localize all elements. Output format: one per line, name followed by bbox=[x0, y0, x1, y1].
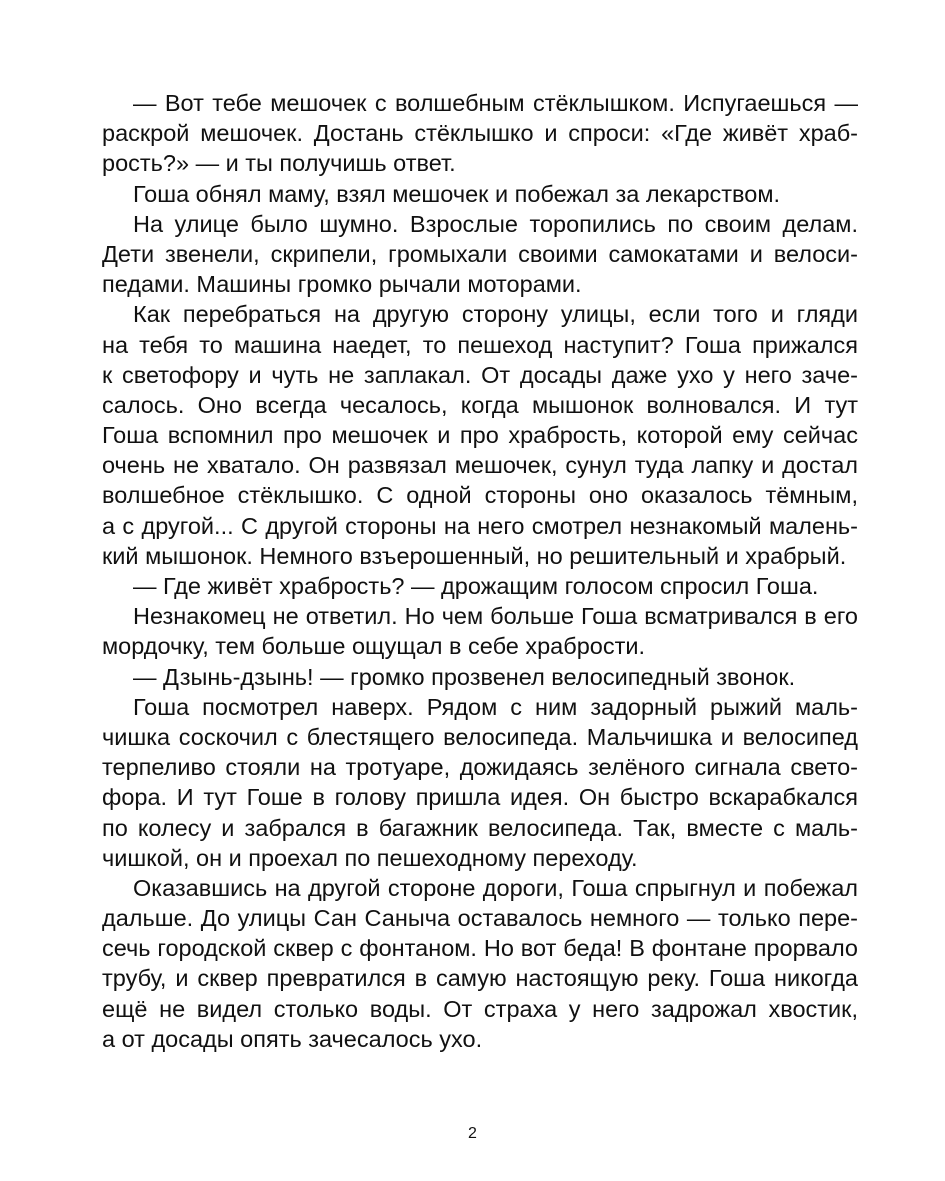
text-line: мордочку, тем больше ощущал в себе храбрости. bbox=[102, 633, 646, 660]
text-line: — Где живёт храбрость? — дрожащим голосом спросил Гоша. bbox=[133, 573, 819, 599]
text-line: терпеливо стояли на тротуаре, дожидаясь зелёного сигнала свето- bbox=[102, 754, 858, 781]
text-line: а от досады опять зачесалось ухо. bbox=[102, 1025, 483, 1052]
text-line: ещё не видел столько воды. От страха у него задрожал хвостик, bbox=[102, 995, 858, 1022]
text-line: педами. Машины громко рычали моторами. bbox=[102, 271, 582, 298]
text-line: чишка соскочил с блестящего велосипеда. Мальчишка и велосипед bbox=[102, 723, 858, 750]
text-line: фора. И тут Гоше в голову пришла идея. Он быстро вскарабкался bbox=[102, 784, 858, 811]
text-line: На улице было шумно. Взрослые торопились по своим делам. bbox=[133, 210, 858, 237]
text-line: трубу, и сквер превратился в самую настоящую реку. Гоша никогда bbox=[102, 965, 858, 992]
text-line: Гоша вспомнил про мешочек и про храбрость, которой ему сейчас bbox=[102, 422, 858, 449]
text-line: дальше. До улицы Сан Саныча оставалось немного — только пере- bbox=[102, 905, 858, 932]
story-text bbox=[102, 88, 858, 1054]
text-line: кий мышонок. Немного взъерошенный, но решительный и храбрый. bbox=[102, 542, 847, 569]
text-line: салось. Оно всегда чесалось, когда мышонок волновался. И тут bbox=[102, 391, 858, 418]
text-line: Дети звенели, скрипели, громыхали своими самокатами и велоси- bbox=[102, 240, 858, 267]
text-line: Как перебраться на другую сторону улицы, если того и гляди bbox=[133, 301, 858, 328]
text-line: чишкой, он и проехал по пешеходному переходу. bbox=[102, 844, 638, 871]
text-line: Оказавшись на другой стороне дороги, Гоша спрыгнул и побежал bbox=[133, 874, 858, 901]
text-line: а с другой... С другой стороны на него смотрел незнакомый малень- bbox=[102, 512, 858, 539]
text-line: Гоша обнял маму, взял мешочек и побежал за лекарством. bbox=[133, 180, 781, 207]
text-line: рость?» — и ты получишь ответ. bbox=[102, 150, 456, 177]
text-line: очень не хватало. Он развязал мешочек, сунул туда лапку и достал bbox=[102, 452, 858, 479]
text-line: к светофору и чуть не заплакал. От досады даже ухо у него заче- bbox=[102, 361, 858, 388]
text-line: сечь городской сквер с фонтаном. Но вот беда! В фонтане прорвало bbox=[102, 935, 858, 962]
text-line: по колесу и забрался в багажник велосипеда. Так, вместе с маль- bbox=[102, 814, 858, 841]
text-line: Гоша посмотрел наверх. Рядом с ним задорный рыжий маль- bbox=[133, 693, 858, 720]
text-line: — Вот тебе мешочек с волшебным стёклышком. Испугаешься — bbox=[133, 90, 858, 116]
text-line: на тебя то машина наедет, то пешеход наступит? Гоша прижался bbox=[102, 331, 858, 358]
text-line: раскрой мешочек. Достань стёклышко и спроси: «Где живёт храб- bbox=[102, 120, 858, 147]
text-line: Незнакомец не ответил. Но чем больше Гоша всматривался в его bbox=[133, 603, 858, 630]
text-line: волшебное стёклышко. С одной стороны оно оказалось тёмным, bbox=[102, 482, 858, 509]
text-line: — Дзынь-дзынь! — громко прозвенел велосипедный звонок. bbox=[133, 663, 796, 690]
page-number: 2 bbox=[468, 1125, 477, 1142]
